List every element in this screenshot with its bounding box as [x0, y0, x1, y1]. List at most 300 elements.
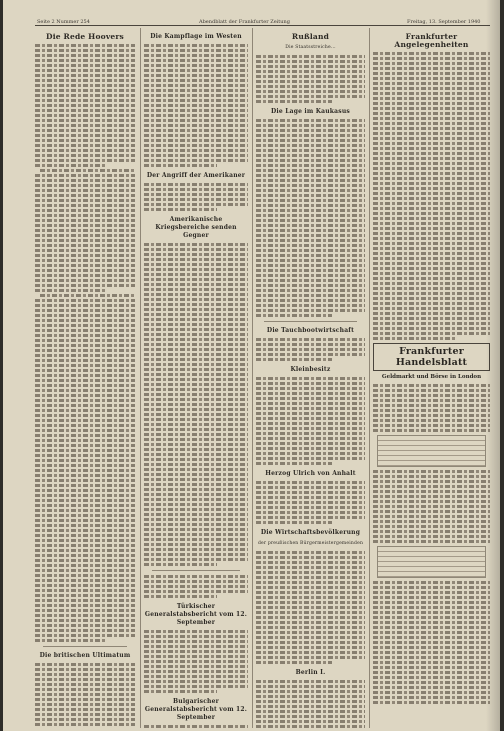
text-line [35, 324, 135, 327]
text-line [35, 589, 135, 592]
text-line [35, 579, 135, 582]
text-line [373, 480, 490, 483]
text-line [373, 601, 490, 604]
text-line [256, 234, 365, 237]
text-line [256, 244, 365, 247]
text-line [144, 393, 248, 396]
text-line [256, 656, 365, 659]
text-line [256, 95, 365, 98]
text-line [35, 94, 135, 97]
text-line [373, 596, 490, 599]
text-line [35, 224, 135, 227]
text-line [256, 194, 365, 197]
text-line [144, 273, 248, 276]
text-line [35, 688, 135, 691]
text-line [256, 219, 365, 222]
text-line [256, 70, 365, 73]
text-line [35, 204, 135, 207]
text-line [256, 348, 365, 351]
text-line [256, 279, 365, 282]
text-line [35, 234, 135, 237]
text-line [35, 489, 135, 492]
text-line [144, 139, 248, 142]
text-line [144, 188, 248, 191]
text-line [373, 217, 490, 220]
text-line [256, 690, 365, 693]
text-line [256, 611, 365, 614]
text-line [144, 513, 248, 516]
text-line [256, 641, 365, 644]
headline: Herzog Ulrich von Anhalt [265, 470, 356, 477]
text-line [144, 109, 248, 112]
text-line [256, 314, 332, 317]
text-line [373, 515, 490, 518]
text-line [144, 498, 248, 501]
text-line [35, 89, 135, 92]
text-line [373, 337, 455, 340]
text-line [373, 671, 490, 674]
text-line [144, 124, 248, 127]
text-line [144, 468, 248, 471]
text-line [144, 665, 248, 668]
text-line [144, 44, 248, 47]
text-line [35, 678, 135, 681]
text-line [256, 139, 365, 142]
text-line [373, 530, 490, 533]
text-line [373, 535, 490, 538]
text-line [35, 289, 105, 292]
text-line [144, 159, 248, 162]
text-line [144, 398, 248, 401]
text-line [144, 423, 248, 426]
text-line [144, 303, 248, 306]
text-line [256, 224, 365, 227]
text-line [35, 354, 135, 357]
text-line [373, 691, 490, 694]
text-line [35, 339, 135, 342]
text-line [256, 566, 365, 569]
text-line [256, 700, 365, 703]
text-line [35, 718, 135, 721]
text-line [35, 64, 135, 67]
text-line [35, 104, 135, 107]
text-line [35, 239, 135, 242]
text-line [373, 297, 490, 300]
text-line [256, 616, 365, 619]
text-line [144, 478, 248, 481]
text-line [256, 606, 365, 609]
text-line [35, 529, 135, 532]
headline: Die Lage im Kaukasus [271, 108, 350, 115]
text-line [35, 364, 135, 367]
text-line [144, 54, 248, 57]
text-line [256, 561, 365, 564]
text-line [256, 720, 365, 723]
text-line [35, 114, 135, 117]
text-line [256, 417, 365, 420]
text-line [35, 469, 135, 472]
text-line [144, 563, 217, 566]
text-line [373, 414, 490, 417]
text-line [373, 394, 490, 397]
headline: Die Wirtschaftsbevölkerung [260, 529, 361, 536]
headline: Die Kampflage im Westen [150, 33, 242, 40]
text-line [35, 394, 135, 397]
text-line [144, 149, 248, 152]
headline: Rußland [291, 32, 330, 41]
text-line [373, 424, 490, 427]
text-line [144, 640, 248, 643]
text-line [35, 269, 135, 272]
text-line [144, 538, 248, 541]
text-line [373, 317, 490, 320]
text-line [35, 539, 135, 542]
text-line [256, 556, 365, 559]
text-line [373, 267, 490, 270]
text-line [35, 619, 135, 622]
text-line [144, 630, 248, 633]
text-line [256, 119, 365, 122]
text-line [35, 334, 135, 337]
text-line [373, 262, 490, 265]
text-line [144, 433, 248, 436]
text-line [256, 189, 365, 192]
text-line [144, 645, 248, 648]
text-line [35, 74, 135, 77]
text-line [35, 134, 135, 137]
column-4 [373, 28, 490, 728]
text-line [35, 449, 135, 452]
text-line [144, 675, 248, 678]
text-line [144, 575, 248, 578]
text-line [144, 298, 248, 301]
text-line [256, 496, 365, 499]
text-line [144, 685, 248, 688]
text-line [35, 314, 135, 317]
text-line [256, 259, 365, 262]
text-line [256, 254, 365, 257]
text-line [256, 209, 365, 212]
rate-table [377, 546, 486, 578]
text-line [256, 626, 365, 629]
text-line [373, 656, 490, 659]
text-line [373, 252, 490, 255]
text-line [35, 698, 135, 701]
headline: Kleinbesitz [290, 366, 331, 373]
text-line [256, 284, 365, 287]
text-line [35, 189, 135, 192]
text-line [256, 124, 365, 127]
text-line [35, 174, 135, 177]
text-line [373, 666, 490, 669]
text-line [144, 655, 248, 658]
text-line [35, 429, 135, 432]
text-line [256, 343, 365, 346]
text-line [35, 494, 135, 497]
text-line [373, 292, 490, 295]
text-line [256, 710, 365, 713]
text-line [144, 368, 248, 371]
headline: Frankfurter Angelegenheiten [394, 32, 469, 49]
text-line [144, 403, 248, 406]
text-line [35, 708, 135, 711]
text-line [144, 670, 248, 673]
text-line [256, 80, 365, 83]
text-line [35, 184, 135, 187]
text-line [35, 474, 135, 477]
text-line [256, 422, 365, 425]
text-line [35, 264, 135, 267]
text-line [256, 427, 365, 430]
headline: Bulgarischer Generalstabsbericht vom 12. September [144, 698, 248, 721]
text-line [144, 373, 248, 376]
text-line [256, 100, 332, 103]
text-line [256, 397, 365, 400]
text-line [144, 680, 248, 683]
text-line [256, 452, 365, 455]
text-line [256, 705, 365, 708]
text-line [35, 119, 135, 122]
text-line [373, 152, 490, 155]
text-line [35, 129, 135, 132]
text-line [144, 79, 248, 82]
text-line [35, 59, 135, 62]
text-line [35, 209, 135, 212]
text-line [35, 144, 135, 147]
text-line [373, 52, 490, 55]
text-line [144, 343, 248, 346]
text-line [35, 244, 135, 247]
text-line [256, 134, 365, 137]
text-line [256, 184, 365, 187]
text-line [256, 601, 365, 604]
text-line [35, 544, 135, 547]
text-line [144, 59, 248, 62]
text-line [35, 214, 135, 217]
text-line [373, 162, 490, 165]
text-line [256, 442, 365, 445]
text-line [35, 599, 135, 602]
text-line [144, 353, 248, 356]
text-line [144, 418, 248, 421]
text-line [373, 470, 490, 473]
text-line [40, 169, 135, 172]
section-subtitle: Geldmarkt und Börse in London [381, 374, 482, 380]
text-line [256, 680, 365, 683]
text-line [35, 389, 135, 392]
text-line [373, 404, 490, 407]
text-line [373, 586, 490, 589]
text-line [144, 99, 248, 102]
text-line [373, 187, 490, 190]
text-line [144, 388, 248, 391]
text-line [35, 609, 135, 612]
text-line [35, 574, 135, 577]
text-line [256, 149, 365, 152]
text-line [256, 501, 365, 504]
text-line [373, 272, 490, 275]
text-line [373, 332, 490, 335]
text-line [35, 374, 135, 377]
headline: Die Tauchbootwirtschaft [266, 327, 355, 334]
text-line [256, 55, 365, 58]
subheadline: Die Staatsstreiche... [285, 45, 336, 50]
headline: Berlin I. [295, 669, 326, 676]
text-line [35, 79, 135, 82]
text-line [256, 621, 365, 624]
text-line [373, 212, 490, 215]
text-line [144, 183, 248, 186]
text-line [144, 253, 248, 256]
text-line [373, 641, 490, 644]
text-line [256, 129, 365, 132]
text-line [256, 358, 332, 361]
column-rule-2 [252, 28, 253, 728]
subheadline: der preußischen Bürgermeistergemeinden [257, 541, 364, 546]
text-line [373, 92, 490, 95]
text-line [144, 493, 248, 496]
column-rule-1 [140, 28, 141, 728]
text-line [256, 229, 365, 232]
text-line [144, 338, 248, 341]
article-separator [43, 646, 127, 647]
text-line [256, 274, 365, 277]
text-line [256, 486, 365, 489]
text-line [373, 122, 490, 125]
text-line [373, 307, 490, 310]
text-line [373, 82, 490, 85]
text-line [35, 159, 135, 162]
headline: Der Angriff der Amerikaner [146, 172, 246, 179]
text-line [35, 464, 135, 467]
text-line [256, 382, 365, 385]
text-line [144, 508, 248, 511]
text-line [144, 203, 248, 206]
text-line [373, 177, 490, 180]
text-line [144, 590, 248, 593]
text-line [144, 114, 248, 117]
masthead-line: Abendblatt der Frankfurter Zeitung [199, 19, 290, 25]
text-line [373, 616, 490, 619]
text-line [35, 634, 135, 637]
text-line [144, 650, 248, 653]
text-line [144, 129, 248, 132]
text-line [373, 510, 490, 513]
text-line [256, 651, 365, 654]
text-line [35, 444, 135, 447]
text-line [373, 287, 490, 290]
text-line [256, 551, 365, 554]
text-line [373, 636, 490, 639]
text-line [144, 318, 248, 321]
text-line [144, 483, 248, 486]
text-line [35, 249, 135, 252]
text-line [256, 521, 332, 524]
text-line [256, 481, 365, 484]
text-line [35, 584, 135, 587]
handelsblatt-box [373, 343, 490, 371]
text-line [373, 490, 490, 493]
text-line [373, 112, 490, 115]
column-2 [144, 28, 248, 728]
text-line [35, 713, 135, 716]
text-line [256, 269, 365, 272]
text-line [35, 534, 135, 537]
rate-table [377, 435, 486, 467]
article-separator [152, 570, 240, 571]
headline: Türkischer Generalstabsbericht vom 12. September [144, 603, 248, 626]
text-line [373, 485, 490, 488]
text-line [256, 457, 365, 460]
text-line [373, 591, 490, 594]
text-line [256, 447, 365, 450]
text-line [35, 514, 135, 517]
text-line [35, 399, 135, 402]
text-line [256, 491, 365, 494]
text-line [256, 249, 365, 252]
text-line [256, 164, 365, 167]
text-line [144, 453, 248, 456]
column-3 [256, 28, 365, 728]
text-line [35, 504, 135, 507]
text-line [256, 304, 365, 307]
text-line [373, 646, 490, 649]
text-line [35, 604, 135, 607]
text-line [256, 715, 365, 718]
text-line [35, 139, 135, 142]
text-line [256, 516, 365, 519]
text-line [256, 169, 365, 172]
page-number: Seite 2 Nummer 254 [37, 19, 90, 25]
text-line [373, 540, 490, 543]
text-line [35, 723, 135, 726]
text-line [373, 631, 490, 634]
text-line [256, 199, 365, 202]
text-line [373, 429, 490, 432]
text-line [373, 192, 490, 195]
text-line [144, 94, 248, 97]
text-line [373, 661, 490, 664]
text-line [256, 685, 365, 688]
text-line [144, 248, 248, 251]
text-line [144, 585, 248, 588]
text-line [144, 198, 248, 201]
text-line [144, 523, 248, 526]
text-line [35, 164, 105, 167]
text-line [144, 308, 248, 311]
text-line [35, 614, 135, 617]
text-line [35, 284, 135, 287]
text-line [35, 279, 135, 282]
text-line [256, 631, 365, 634]
text-line [256, 338, 365, 341]
text-line [373, 419, 490, 422]
text-line [144, 69, 248, 72]
text-line [256, 377, 365, 380]
text-line [144, 548, 248, 551]
text-line [373, 399, 490, 402]
text-line [256, 432, 365, 435]
text-line [35, 459, 135, 462]
text-line [35, 299, 135, 302]
text-line [35, 344, 135, 347]
text-line [35, 329, 135, 332]
text-line [35, 564, 135, 567]
text-line [144, 533, 248, 536]
text-line [256, 204, 365, 207]
text-line [373, 202, 490, 205]
text-line [373, 97, 490, 100]
